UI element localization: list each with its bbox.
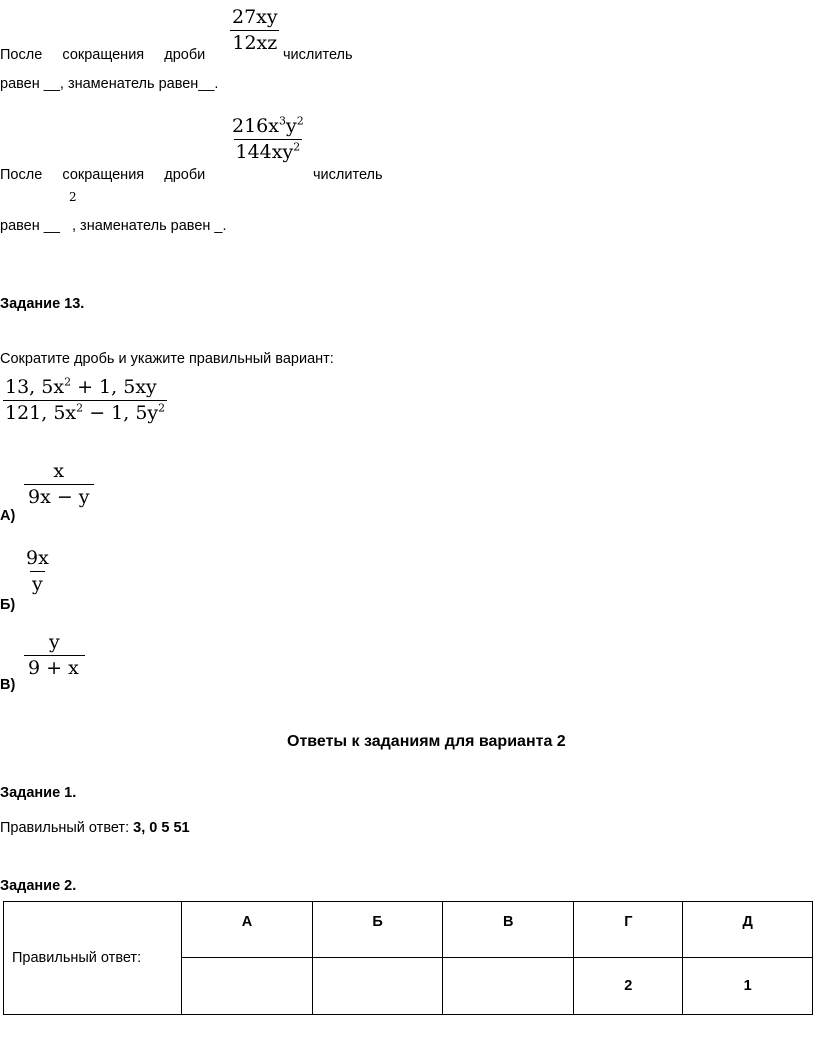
fraction-numerator bbox=[230, 114, 306, 139]
table-value-d: 1 bbox=[683, 958, 813, 1015]
num-exp1: 3 bbox=[278, 114, 286, 128]
den-exp: 2 bbox=[293, 140, 301, 154]
num-part-a: 13, 5x bbox=[5, 376, 65, 398]
answers-task1-label: Правильный ответ: bbox=[0, 820, 134, 836]
table-header-row bbox=[4, 902, 813, 958]
answers-task2-title: Задание 2. bbox=[0, 878, 77, 894]
option-b-denominator: y bbox=[32, 573, 43, 595]
fraction-27xy-12xz bbox=[230, 8, 280, 53]
p1-lead-text: После сокращения дроби bbox=[0, 47, 206, 63]
option-c-numerator: y bbox=[49, 631, 60, 653]
option-c-denominator: 9 + x bbox=[24, 655, 85, 678]
task13-prompt: Сократите дробь и укажите правильный вариант: bbox=[0, 351, 334, 367]
num-part-b: + 1, 5xy bbox=[71, 376, 157, 398]
option-c-fraction bbox=[24, 633, 85, 678]
option-b-numerator: 9x bbox=[26, 547, 49, 569]
p1-tail-text: числитель bbox=[283, 47, 353, 63]
p2-tail-text: числитель bbox=[313, 167, 383, 183]
option-b-label: Б) bbox=[0, 597, 16, 613]
answers-task1-value: 3, 0 5 51 bbox=[133, 820, 190, 836]
answers-heading: Ответы к заданиям для варианта 2 bbox=[287, 733, 566, 750]
table-value-g: 2 bbox=[574, 958, 683, 1015]
p2-lead-text: После сокращения дроби bbox=[0, 167, 206, 183]
expression-numerator bbox=[3, 375, 159, 400]
table-value-v bbox=[443, 958, 574, 1015]
den-part-b: − 1, 5y bbox=[83, 402, 159, 424]
fraction-denominator bbox=[234, 139, 303, 162]
p1-line2-text: равен __, знаменатель равен__. bbox=[0, 76, 219, 92]
den-coef: 144xy bbox=[235, 141, 294, 163]
num-exp: 2 bbox=[64, 375, 72, 389]
option-a-fraction bbox=[24, 462, 94, 507]
option-c-label: В) bbox=[0, 677, 16, 693]
fraction-numerator: 27xy bbox=[232, 6, 278, 28]
answers-task1-title: Задание 1. bbox=[0, 785, 77, 801]
table-label-cell: Правильный ответ: bbox=[4, 902, 182, 1015]
answers-task2-table bbox=[3, 901, 813, 1015]
option-a-denominator: 9x − y bbox=[24, 484, 94, 507]
num-y: y bbox=[285, 115, 297, 137]
table-col-a: А bbox=[182, 902, 313, 958]
table-col-b: Б bbox=[312, 902, 442, 958]
table-value-b bbox=[312, 958, 442, 1015]
num-coef: 216x bbox=[232, 115, 279, 137]
expression-denominator bbox=[3, 400, 167, 423]
den-part-a: 121, 5x bbox=[5, 402, 77, 424]
p2-line2-text: равен __ , знаменатель равен _. bbox=[0, 218, 227, 234]
den-exp2: 2 bbox=[158, 401, 166, 415]
option-b-fraction bbox=[24, 549, 51, 594]
num-exp2: 2 bbox=[296, 114, 304, 128]
fraction-216x3y2-144xy2 bbox=[230, 114, 306, 163]
answers-task1-line bbox=[0, 820, 190, 836]
option-a-label: А) bbox=[0, 508, 16, 524]
table-col-v: В bbox=[443, 902, 574, 958]
fraction-denominator: 12xz bbox=[232, 32, 278, 54]
task13-expression bbox=[3, 375, 167, 424]
table-value-a bbox=[182, 958, 313, 1015]
task13-title: Задание 13. bbox=[0, 296, 85, 312]
den-exp1: 2 bbox=[76, 401, 84, 415]
option-a-numerator: x bbox=[53, 460, 65, 482]
table-col-d: Д bbox=[683, 902, 813, 958]
p2-stray-digit: 2 bbox=[69, 190, 77, 204]
table-col-g: Г bbox=[574, 902, 683, 958]
